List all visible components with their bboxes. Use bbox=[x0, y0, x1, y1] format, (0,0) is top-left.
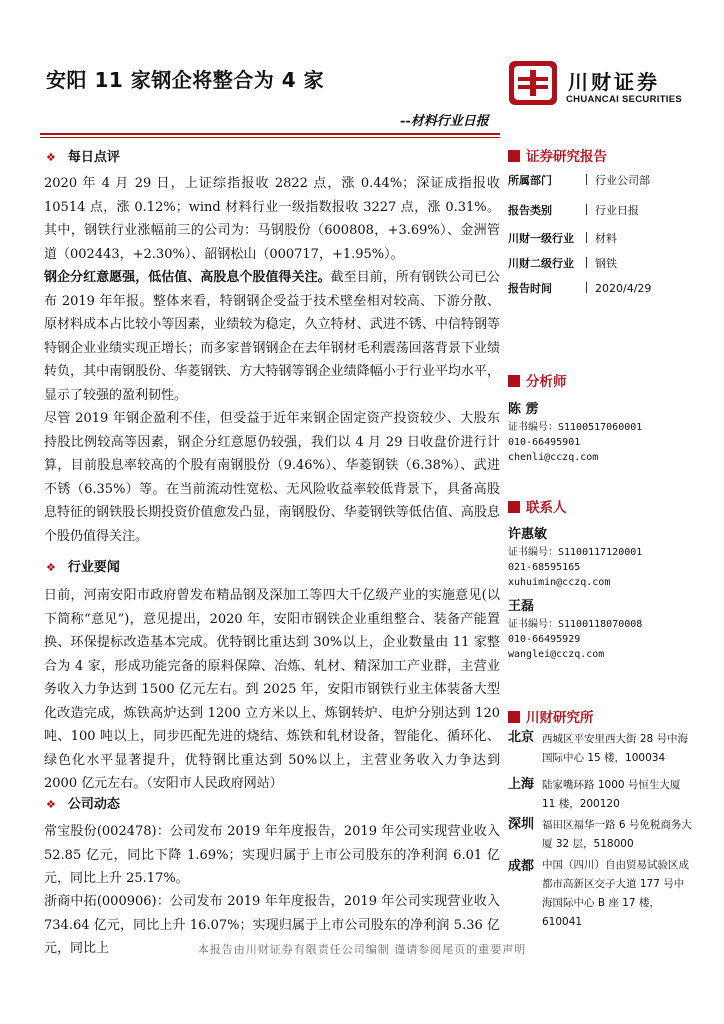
contact-cert: 证书编号：S1100118070008 bbox=[508, 619, 643, 630]
contact-phone: 010-66495929 bbox=[508, 634, 581, 645]
contact-email[interactable]: wanglei@cczq.com bbox=[508, 649, 605, 660]
info-row-report-type: 报告类别 行业日报 bbox=[508, 204, 639, 217]
contact-card-1 bbox=[508, 525, 642, 590]
office-city-shenzhen: 深圳 bbox=[508, 817, 535, 832]
info-row-industry-l1: 川财一级行业 材料 bbox=[508, 232, 617, 245]
sidebar-heading-analyst: 分析师 bbox=[508, 370, 567, 390]
info-row-report-date: 报告时间 2020/4/29 bbox=[508, 282, 652, 295]
brand-name-en: CHUANCAI SECURITIES bbox=[566, 94, 683, 105]
office-address-shenzhen: 福田区福华一路 6 号免税商务大厦 32 层，518000 bbox=[542, 819, 692, 850]
office-address-beijing: 西城区平安里西大街 28 号中海国际中心 15 楼，100034 bbox=[542, 733, 689, 764]
analyst-phone: 010-66495901 bbox=[508, 437, 581, 448]
diamond-icon: ❖ bbox=[46, 151, 56, 164]
diamond-icon: ❖ bbox=[46, 561, 56, 574]
section-marker-icon bbox=[508, 501, 520, 513]
header-rule bbox=[40, 133, 500, 135]
company-news-item-2: 浙商中拓(000906)：公司发布 2019 年年度报告，2019 年公司实现营业收入 734.64 亿元，同比上升 16.07%；实现归属于上市公司股东的净利润 5.36 亿元，同比上 bbox=[44, 894, 500, 956]
info-row-department: 所属部门 行业公司部 bbox=[508, 174, 650, 187]
analyst-cert: 证书编号：S1100517060001 bbox=[508, 422, 643, 433]
daily-comment-paragraph-1: 2020 年 4 月 29 日，上证综指报收 2822 点，涨 0.44%；深证成指报收 10514 点，涨 0.12%；wind 材料行业一级指数报收 3227 点，涨 0.31%。其中，钢铁行业涨幅前三的公司为：马钢股份（600808，+3.69%）、金洲管道（002443，+2.30%）、韶钢松山（000717，+1.95%）。 bbox=[44, 176, 500, 262]
section-heading-daily-comment: ❖ 每日点评 bbox=[46, 150, 120, 165]
contact-phone: 021-68595165 bbox=[508, 562, 581, 573]
section-heading-company-news: ❖ 公司动态 bbox=[46, 797, 120, 812]
header-rule-thin bbox=[40, 137, 500, 138]
report-title: 安阳 11 家钢企将整合为 4 家 bbox=[46, 68, 325, 92]
daily-comment-paragraph-2: 钢企分红意愿强，低估值、高股息个股值得关注。截至目前，所有钢铁公司已公布 2019 年年报。整体来看，特钢钢企受益于技术壁垒相对较高、下游分散、原材料成本占比较小等因素，业绩较为稳定，久立特材、武进不锈、中信特钢等特钢企业业绩实现正增长；而多家普钢钢企在去年钢材毛利震荡回落背景下业绩转负，其中南钢股份、华菱钢铁、方大特钢等钢企业绩降幅小于行业平均水平，显示了较强的盈利韧性。 bbox=[44, 270, 500, 403]
analyst-name: 陈 雳 bbox=[508, 402, 539, 417]
brand-logo-icon bbox=[508, 60, 558, 106]
brand-name-cn: 川财证券 bbox=[568, 70, 660, 94]
office-city-beijing: 北京 bbox=[508, 730, 535, 745]
contact-card-2 bbox=[508, 597, 642, 662]
contact-name: 许惠敏 bbox=[508, 527, 548, 542]
company-news-item-1: 常宝股份(002478)：公司发布 2019 年年度报告，2019 年公司实现营业收入 52.85 亿元，同比下降 1.69%；实现归属于上市公司股东的净利润 6.01 亿元，同比上升 25.17%。 bbox=[44, 824, 500, 886]
sidebar-heading-institute: 川财研究所 bbox=[508, 706, 594, 726]
page-footer: 本报告由川财证券有限责任公司编制 谨请参阅尾页的重要声明 bbox=[197, 943, 527, 956]
daily-comment-highlight: 钢企分红意愿强，低估值、高股息个股值得关注。 bbox=[44, 270, 331, 285]
sidebar-heading-contacts: 联系人 bbox=[508, 496, 567, 516]
analyst-email[interactable]: chenli@cczq.com bbox=[508, 452, 599, 463]
daily-comment-paragraph-3: 尽管 2019 年钢企盈利不佳，但受益于近年来钢企固定资产投资较少、大股东持股比例较高等因素，钢企分红意愿仍较强，我们以 4 月 29 日收盘价进行计算，目前股息率较高的个股有南钢股份（9.46%）、华菱钢铁（6.38%）、武进不锈（6.35%）等。在当前流动性宽松、无风险收益率较低背景下，具备高股息特征的钢铁股长期投资价值愈发凸显，南钢股份、华菱钢铁等低估值、高股息个股仍值得关注。 bbox=[44, 411, 500, 544]
section-marker-icon bbox=[508, 150, 520, 162]
office-city-shanghai: 上海 bbox=[508, 777, 535, 792]
section-marker-icon bbox=[508, 375, 520, 387]
contact-name: 王磊 bbox=[508, 599, 535, 614]
section-marker-icon bbox=[508, 711, 520, 723]
office-address-shanghai: 陆家嘴环路 1000 号恒生大厦 11 楼，200120 bbox=[542, 779, 681, 810]
industry-news-paragraph: 日前，河南安阳市政府曾发布精品钢及深加工等四大千亿级产业的实施意见(以下简称“意见”)，意见提出，2020 年，安阳市钢铁企业重组整合、装备产能置换、环保提标改造基本完成。优特钢比重达到 30%以上，企业数量由 11 家整合为 4 家，形成功能完备的原料保障、冶炼、轧材、精深加工产业群，主营业务收入力争达到 1500 亿元左右。到 2025 年，安阳市钢铁行业主体装备大型化改造完成，炼铁高炉达到 1200 立方米以上、炼钢转炉、电炉分别达到 120 吨、100 吨以上，同步匹配先进的烧结、炼铁和轧材设备，智能化、循环化、绿色化水平显著提升，优特钢比重达到 50%以上，主营业务收入力争达到 2000 亿元左右。（安阳市人民政府网站） bbox=[44, 588, 500, 791]
info-row-industry-l2: 川财二级行业 钢铁 bbox=[508, 257, 617, 270]
report-subtitle: --材料行业日报 bbox=[400, 114, 489, 129]
analyst-card bbox=[508, 400, 642, 465]
office-address-chengdu: 中国（四川）自由贸易试验区成都市高新区交子大道 177 号中海国际中心 B 座 17 楼，610041 bbox=[542, 859, 689, 928]
section-heading-industry-news: ❖ 行业要闻 bbox=[46, 560, 120, 575]
contact-cert: 证书编号：S1100117120001 bbox=[508, 547, 643, 558]
contact-email[interactable]: xuhuimin@cczq.com bbox=[508, 577, 611, 588]
diamond-icon: ❖ bbox=[46, 798, 56, 811]
sidebar-heading-report: 证券研究报告 bbox=[508, 145, 607, 165]
office-city-chengdu: 成都 bbox=[508, 859, 535, 874]
